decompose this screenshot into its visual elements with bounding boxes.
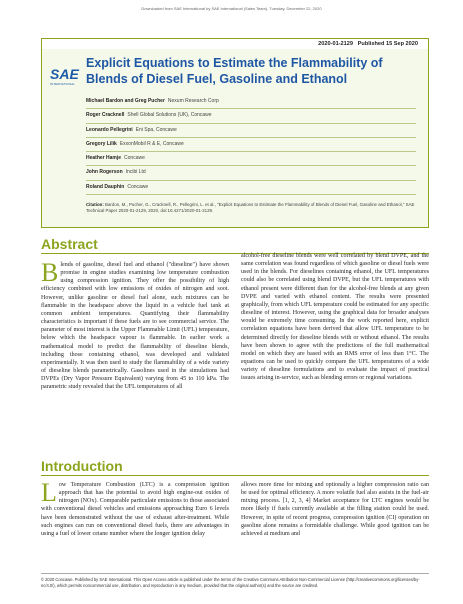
- author-affiliation: Nexum Research Corp: [167, 98, 219, 104]
- author-row: [86, 152, 416, 166]
- introduction-dropcap: L: [41, 478, 57, 507]
- paper-id-line: [318, 41, 418, 47]
- paper-header-box: [41, 38, 429, 228]
- author-affiliation: Eni Spa, Concawe: [135, 126, 177, 133]
- author-name: Roger Cracknell: [86, 112, 125, 119]
- license-footer: © 2020 Concawe. Published by SAE International. This Open Access article is published under the terms of the Creative Commons Attribution Non-Commercial License (http://creativecommons.org/licenses/by-nc/4.0/), which permits noncommercial use, distribution, and reproduction in any medium, provided that the original author(s) and the source are credited.: [41, 573, 429, 588]
- sae-logo: [50, 67, 80, 91]
- author-name: Roland Dauphin: [86, 183, 125, 190]
- author-affiliation: Shell Global Solutions (UK), Concawe: [127, 112, 212, 119]
- author-name: Michael Bardon and Greg Pucher: [86, 98, 165, 104]
- author-list: [86, 95, 416, 195]
- citation-label: Citation:: [86, 202, 104, 207]
- author-affiliation: Concawe: [124, 155, 145, 162]
- abstract-heading: Abstract: [41, 236, 98, 252]
- abstract-text-2: alcohol-free dieseline blends were well correlated by blend DVPE, and the same correlation was found regardless of which gasoline or diesel fuels were used in the blends. For dieselines containing ethanol, the UFL temperatures could also be correlated using blend DVPE, but the UFL temperatures with ethanol present were different than for the alcohol-free blends at any given DVPE and varied with ethanol content. The results were presented graphically, from which UFL temperature could be estimated for any specific dieseline of interest. However, using the graphical data for broader analyses would be extremely time consuming. In the work reported here, explicit correlation equations have been derived that allow UFL temperature to be determined directly for dieseline blends with or without ethanol. The results have been shown to agree with the predictions of the full mathematical model on which they are based with an RMS error of less than 1°C. The equations can be used to quickly compare the UFL temperatures of a wide variety of dieseline formulations and to evaluate the impact of practical issues arising in-service, such as blending errors or regional variations.: [241, 253, 429, 382]
- published-date: Published 15 Sep 2020: [357, 41, 418, 47]
- abstract-text-1: lends of gasoline, diesel fuel and ethanol ("dieseline") have shown promise in engine studies examining low temperature combustion using compression ignition. They offer the possibility of high efficiency combined with low emissions of oxides of nitrogen and soot. However, unlike gasoline or diesel fuel alone, such mixtures can be flammable in the headspace above the liquid in a vehicle fuel tank at common ambient temperatures. Quantifying their flammability characteristics is important if these fuels are to see commercial service. The parameter of most interest is the Upper Flammable Limit (UFL) temperature, below which the headspace vapour is flammable. In earlier work a mathematical model to predict the flammability of dieseline blends, including those containing ethanol, was developed and validated experimentally. It was then used to study the flammability of a wide variety of dieseline blends parametrically. Gasolines used in the simulations had DVPEs (Dry Vapor Pressure Equivalent) varying from 45 to 110 kPa. The parametric study revealed that the UFL temperatures of all: [41, 262, 229, 391]
- author-row: [86, 138, 416, 152]
- author-row: [86, 181, 416, 195]
- author-row: [86, 124, 416, 138]
- abstract-dropcap: B: [41, 258, 59, 287]
- introduction-heading: Introduction: [41, 458, 123, 474]
- author-name: Heather Hamje: [86, 155, 122, 162]
- sae-logo-text: SAE: [50, 66, 79, 82]
- citation-text: Bardon, M., Pucher, G., Cracknell, R., Pellegrini, L. et al., "Explicit Equations to Estimate the Flammability of Blends of Diesel Fuel, Gasoline and Ethanol," SAE Technical Paper 2020-01-2129, 2020, doi:10.4271/2020-01-2129.: [86, 202, 415, 213]
- citation: [86, 202, 416, 214]
- abstract-column-2: [241, 252, 429, 383]
- introduction-text-1: ow Temperature Combustion (LTC) is a compression ignition approach that has the potential to avoid high engine-out oxides of nitrogen (NOx). Comparable particulate emissions to those associated with conventional diesel vehicles and emissions approaching Euro 6 levels have been demonstrated without the use of exhaust after-treatment. While such engines can run on conventional diesel fuels, there are advantages in using a fuel of lower cetane number where the longer ignition delay: [41, 482, 229, 537]
- author-name: Leonardo Pellegrini: [86, 126, 133, 133]
- author-row: [86, 95, 416, 109]
- sae-logo-subtext: INTERNATIONAL: [50, 82, 76, 86]
- paper-number: 2020-01-2129: [318, 41, 353, 47]
- introduction-column-1: [41, 478, 229, 538]
- author-row: [86, 166, 416, 180]
- introduction-column-2: [241, 481, 429, 538]
- author-name: Gregory Lilik: [86, 140, 117, 147]
- download-banner: Downloaded from SAE International by SAE International (Sales Team), Tuesday, December 22, 2020: [141, 6, 322, 11]
- introduction-text-2: allows more time for mixing and optionally a higher compression ratio can be used for optimal efficiency. A more volatile fuel also assists in the fuel-air mixing process. [1, 2, 3, 4] Market acceptance for LTC engines would be more likely if fuels currently available at the filling station could be used. However, in spite of recent progress, compression ignition (CI) operation on gasoline alone remains a formidable challenge. While good ignition can be achieved at medium and: [241, 482, 429, 537]
- author-affiliation: ExxonMobil R & E, Concawe: [119, 140, 184, 147]
- author-affiliation: Incibi Ltd: [125, 169, 146, 176]
- author-affiliation: Concawe: [127, 183, 149, 190]
- author-name: John Rogerson: [86, 169, 123, 176]
- author-row: [86, 109, 416, 123]
- paper-title: Explicit Equations to Estimate the Flammability of Blends of Diesel Fuel, Gasoline and Ethanol: [86, 56, 383, 86]
- introduction-rule: [41, 475, 429, 476]
- abstract-column-1: [41, 258, 229, 392]
